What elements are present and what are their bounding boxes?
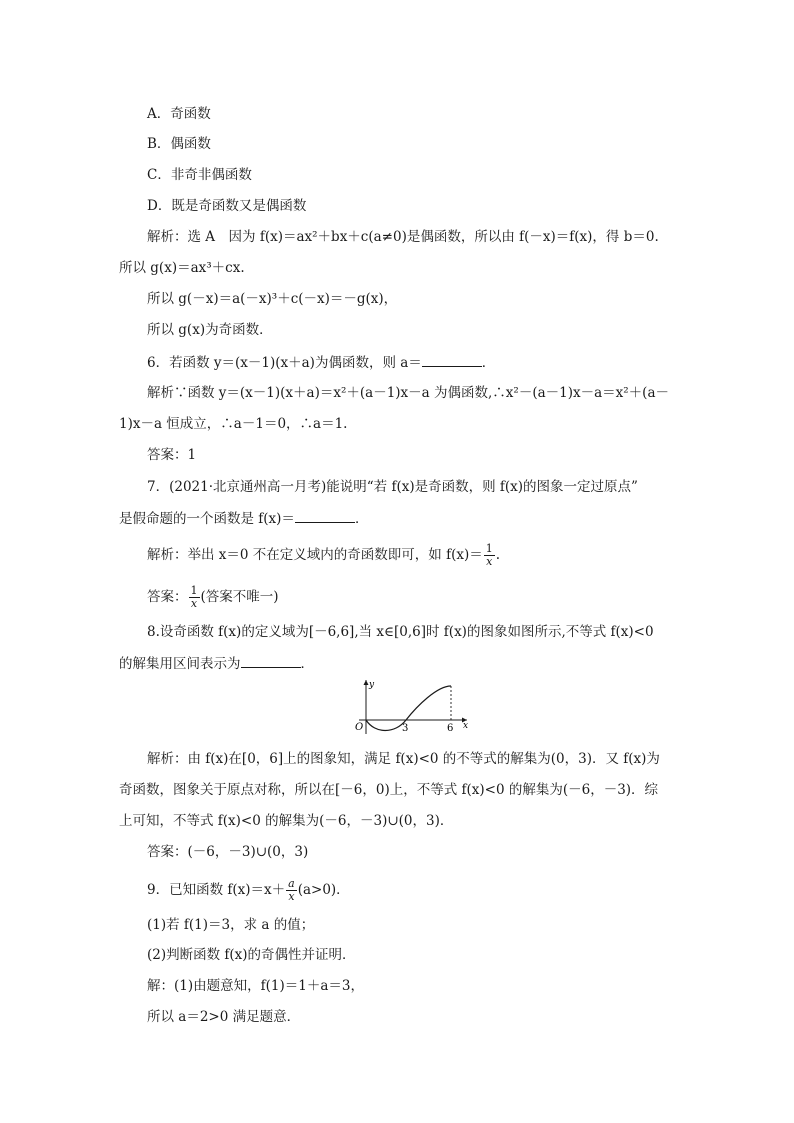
q9-solution-line-2: 所以 a＝2>0 满足题意． bbox=[147, 1009, 301, 1025]
q9-solution-line-1: 解：(1)由题意知，f(1)＝1＋a＝3， bbox=[147, 978, 364, 994]
q7-analysis-text: 解析：举出 x＝0 不在定义域内的奇函数即可，如 f(x)＝ bbox=[147, 547, 483, 563]
option-d: D．既是奇函数又是偶函数 bbox=[147, 198, 307, 214]
q9-stem bbox=[147, 878, 350, 903]
q8-answer: 答案：(－6，－3)∪(0，3) bbox=[147, 844, 309, 860]
q8-stem-line-2 bbox=[119, 653, 314, 674]
q7-analysis bbox=[147, 543, 500, 568]
function-graph bbox=[345, 676, 475, 738]
fraction-denominator: x bbox=[288, 890, 295, 903]
q5-analysis-line-4: 所以 g(x)为奇函数． bbox=[147, 322, 273, 338]
y-axis-label: y bbox=[369, 680, 375, 690]
fraction-numerator: 1 bbox=[190, 584, 198, 597]
q7-analysis-end: . bbox=[495, 547, 501, 563]
q5-analysis-line-2: 所以 g(x)＝ax³＋cx. bbox=[119, 260, 245, 276]
option-b: B．偶函数 bbox=[147, 136, 211, 152]
fraction bbox=[286, 878, 297, 903]
y-axis-arrow bbox=[364, 680, 369, 685]
answer-blank bbox=[295, 508, 355, 523]
tick-label-6: 6 bbox=[447, 723, 454, 734]
fraction bbox=[189, 585, 200, 610]
x-axis-label: x bbox=[463, 721, 469, 731]
answer-blank bbox=[422, 352, 482, 367]
graph-curve bbox=[366, 686, 451, 731]
q6-stem-end: ． bbox=[481, 355, 496, 371]
q6-answer: 答案：1 bbox=[147, 447, 197, 463]
q5-analysis-line-1: 解析：选 A 因为 f(x)＝ax²＋bx＋c(a≠0)是偶函数，所以由 f(－x)＝f(x)，得 b＝0. bbox=[147, 229, 659, 245]
fraction-denominator: x bbox=[190, 597, 198, 610]
q7-answer-label: 答案： bbox=[147, 589, 188, 605]
fraction bbox=[484, 543, 495, 568]
tick-label-3: 3 bbox=[402, 723, 409, 734]
q9-part-2: (2)判断函数 f(x)的奇偶性并证明． bbox=[147, 947, 356, 963]
option-a: A．奇函数 bbox=[147, 106, 211, 122]
option-c: C．非奇非偶函数 bbox=[147, 167, 252, 183]
q9-stem-text: 9．已知函数 f(x)＝x＋ bbox=[147, 882, 286, 898]
q7-stem-text: 是假命题的一个函数是 f(x)＝ bbox=[119, 511, 295, 527]
q8-analysis-line-2: 奇函数，图象关于原点对称，所以在[－6，0)上，不等式 f(x)<0 的解集为(－6，－3)．综 bbox=[119, 782, 659, 798]
fraction-numerator: a bbox=[288, 877, 295, 890]
origin-label: O bbox=[355, 722, 364, 733]
q6-stem bbox=[147, 352, 495, 373]
q8-stem-text: 的解集用区间表示为 bbox=[119, 656, 241, 672]
fraction-denominator: x bbox=[486, 555, 493, 568]
q7-stem-end: ． bbox=[354, 511, 369, 527]
q7-stem-line-1: 7．(2021·北京通州高一月考)能说明“若 f(x)是奇函数，则 f(x)的图象一定过原点” bbox=[147, 479, 638, 495]
answer-blank bbox=[241, 653, 301, 668]
q8-analysis-line-3: 上可知，不等式 f(x)<0 的解集为(－6，－3)∪(0，3)． bbox=[119, 813, 454, 829]
q5-analysis-line-3: 所以 g(－x)＝a(－x)³＋c(－x)＝－g(x)， bbox=[147, 291, 398, 307]
q9-part-1: (1)若 f(1)＝3，求 a 的值； bbox=[147, 917, 315, 933]
q6-analysis-line-1: 解析∵函数 y＝(x－1)(x＋a)＝x²＋(a－1)x－a 为偶函数,∴x²－(a－1)x－a＝x²＋(a－ bbox=[147, 385, 669, 401]
q8-stem-end: ． bbox=[300, 656, 314, 672]
q6-stem-text: 6．若函数 y＝(x－1)(x＋a)为偶函数，则 a＝ bbox=[147, 355, 422, 371]
q6-analysis-line-2: 1)x－a 恒成立，∴a－1＝0，∴a＝1. bbox=[119, 416, 348, 432]
fraction-numerator: 1 bbox=[485, 542, 493, 555]
q7-answer bbox=[147, 585, 279, 610]
q7-answer-note: (答案不唯一) bbox=[200, 589, 279, 605]
q9-stem-end: (a>0)． bbox=[297, 882, 350, 898]
q8-analysis-line-1: 解析：由 f(x)在[0，6]上的图象知，满足 f(x)<0 的不等式的解集为(0，3)．又 f(x)为 bbox=[147, 751, 660, 767]
q8-stem-line-1: 8.设奇函数 f(x)的定义域为[－6,6],当 x∈[0,6]时 f(x)的图象如图所示,不等式 f(x)<0 bbox=[147, 624, 654, 640]
q7-stem-line-2 bbox=[119, 508, 368, 529]
